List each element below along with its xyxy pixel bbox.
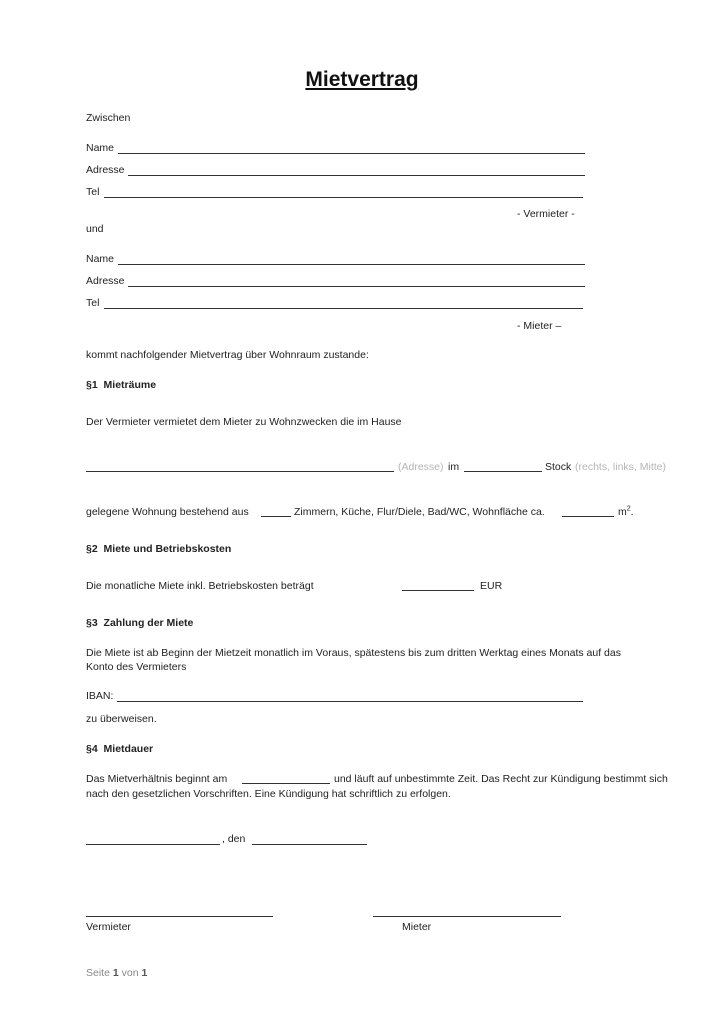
address-hint: (Adresse): [398, 461, 444, 473]
section-1-text: Der Vermieter vermietet dem Mieter zu Wohnzwecken die im Hause: [86, 416, 402, 428]
currency-label: EUR: [480, 580, 503, 592]
section-4-text-1a: Das Mietverhältnis beginnt am: [86, 773, 228, 785]
page-footer: [86, 967, 147, 979]
section-1-heading: [86, 379, 156, 392]
rooms-field[interactable]: [261, 516, 291, 517]
floor-field[interactable]: [464, 471, 542, 472]
section-4-number: §4: [86, 743, 98, 755]
tenant-address-label: Adresse: [86, 275, 125, 287]
landlord-signature-line[interactable]: [86, 916, 273, 917]
section-3-heading: [86, 617, 193, 630]
section-2-title: Miete und Betriebskosten: [103, 543, 232, 555]
tenant-address-field[interactable]: [128, 286, 585, 287]
section-3-text-2: Konto des Vermieters: [86, 661, 187, 673]
section-4-heading: [86, 743, 153, 756]
stock-label: Stock: [545, 461, 572, 473]
start-date-field[interactable]: [242, 783, 330, 784]
section-4-text-1b: und läuft auf unbestimmte Zeit. Das Recht zur Kündigung bestimmt sich: [334, 773, 668, 785]
section-2-heading: [86, 543, 231, 556]
living-area-field[interactable]: [562, 516, 614, 517]
tenant-signature-line[interactable]: [373, 916, 561, 917]
landlord-signature-label: Vermieter: [86, 921, 131, 933]
landlord-role-label: - Vermieter -: [517, 208, 575, 220]
house-address-field[interactable]: [86, 471, 394, 472]
und-label: und: [86, 223, 104, 235]
tenant-name-field[interactable]: [118, 264, 585, 265]
tenant-tel-label: Tel: [86, 297, 100, 309]
area-unit-sup: 2: [626, 505, 631, 513]
rent-amount-field[interactable]: [402, 590, 474, 591]
footer-seite: Seite: [86, 967, 110, 979]
landlord-tel-label: Tel: [86, 186, 100, 198]
area-unit-m: m: [618, 506, 627, 518]
tenant-tel-field[interactable]: [104, 308, 583, 309]
tenant-role-label: - Mieter –: [517, 320, 562, 332]
section-3-number: §3: [86, 617, 98, 629]
footer-page-total: 1: [141, 967, 148, 979]
landlord-address-label: Adresse: [86, 164, 125, 176]
tenant-name-label: Name: [86, 253, 115, 265]
tenant-signature-label: Mieter: [402, 921, 432, 933]
date-field[interactable]: [252, 844, 367, 845]
area-unit: [618, 506, 634, 519]
place-date-separator: , den: [222, 833, 246, 845]
section-2-text: Die monatliche Miete inkl. Betriebskosten beträgt: [86, 580, 314, 592]
apartment-prefix: gelegene Wohnung bestehend aus: [86, 506, 249, 518]
landlord-name-label: Name: [86, 142, 115, 154]
place-field[interactable]: [86, 844, 220, 845]
section-3-text-1: Die Miete ist ab Beginn der Mietzeit monatlich im Voraus, spätestens bis zum dritten Werktag eines Monats auf das: [86, 647, 621, 659]
document-title: Mietvertrag: [305, 68, 419, 91]
zwischen-label: Zwischen: [86, 112, 131, 124]
transfer-text: zu überweisen.: [86, 713, 157, 725]
landlord-name-field[interactable]: [118, 153, 585, 154]
footer-page-number: 1: [112, 967, 119, 979]
iban-label: IBAN:: [86, 690, 114, 702]
section-3-title: Zahlung der Miete: [103, 617, 194, 629]
section-1-title: Mieträume: [103, 379, 157, 391]
footer-von: von: [121, 967, 139, 979]
intro-text: kommt nachfolgender Mietvertrag über Wohnraum zustande:: [86, 349, 369, 361]
section-1-number: §1: [86, 379, 98, 391]
im-label: im: [448, 461, 460, 473]
apartment-middle: Zimmern, Küche, Flur/Diele, Bad/WC, Wohnfläche ca.: [294, 506, 545, 518]
section-4-text-2: nach den gesetzlichen Vorschriften. Eine Kündigung hat schriftlich zu erfolgen.: [86, 788, 451, 800]
landlord-tel-field[interactable]: [104, 197, 583, 198]
section-2-number: §2: [86, 543, 98, 555]
landlord-address-field[interactable]: [128, 175, 585, 176]
section-4-title: Mietdauer: [103, 743, 154, 755]
area-unit-end: .: [630, 506, 634, 518]
iban-field[interactable]: [117, 701, 583, 702]
stock-hint: (rechts, links, Mitte): [575, 461, 667, 473]
